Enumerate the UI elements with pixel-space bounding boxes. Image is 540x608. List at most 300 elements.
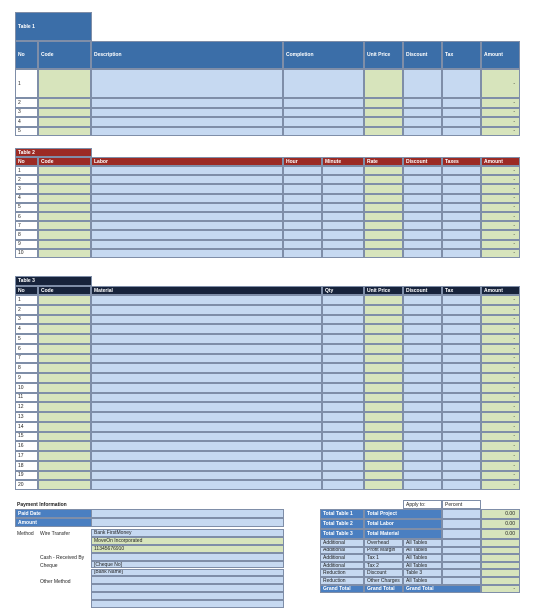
table2-input-cell[interactable] — [91, 240, 283, 249]
table3-input-cell[interactable] — [403, 432, 442, 442]
table3-input-cell[interactable] — [364, 441, 403, 451]
payment-detail-field[interactable] — [91, 553, 284, 561]
payment-title: Payment Information — [17, 501, 67, 508]
table3-amount-cell: - — [481, 480, 520, 490]
table3-input-cell[interactable] — [364, 373, 403, 383]
amount-label: Amount — [15, 518, 92, 527]
table3-input-cell[interactable] — [364, 344, 403, 354]
table2-input-cell[interactable] — [364, 184, 403, 193]
table3-input-cell[interactable] — [322, 451, 364, 461]
table3-input-cell[interactable] — [442, 402, 481, 412]
table2-input-cell[interactable] — [91, 166, 283, 175]
table2-input-cell[interactable] — [442, 249, 481, 258]
paid-date-input[interactable] — [91, 509, 284, 518]
table2-input-cell[interactable] — [283, 194, 322, 203]
table3-row-no: 15 — [15, 432, 38, 442]
adjust-type: Additional — [320, 554, 364, 562]
table2-input-cell[interactable] — [322, 212, 364, 221]
table2-input-cell[interactable] — [283, 184, 322, 193]
table3-input-cell[interactable] — [442, 461, 481, 471]
table3-input-cell[interactable] — [322, 471, 364, 481]
table3-input-cell[interactable] — [38, 441, 91, 451]
table3-input-cell[interactable] — [91, 412, 322, 422]
table2-input-cell[interactable] — [322, 249, 364, 258]
table2-amount-cell: - — [481, 221, 520, 230]
table2-input-cell[interactable] — [91, 175, 283, 184]
table2-input-cell[interactable] — [283, 249, 322, 258]
table2-input-cell[interactable] — [442, 184, 481, 193]
table3-input-cell[interactable] — [91, 354, 322, 364]
other-method-label: Other Method — [40, 578, 71, 585]
table2-input-cell[interactable] — [442, 166, 481, 175]
table3-input-cell[interactable] — [364, 363, 403, 373]
table3-row-no: 11 — [15, 393, 38, 403]
table1-input-cell[interactable] — [442, 117, 481, 127]
table2-input-cell[interactable] — [283, 230, 322, 239]
table3-input-cell[interactable] — [364, 383, 403, 393]
table1-input-cell[interactable] — [283, 127, 364, 137]
table3-input-cell[interactable] — [442, 383, 481, 393]
table2-input-cell[interactable] — [364, 230, 403, 239]
table3-input-cell[interactable] — [442, 344, 481, 354]
total-value: 0.00 — [481, 529, 520, 539]
table3-input-cell[interactable] — [442, 334, 481, 344]
table2-input-cell[interactable] — [38, 249, 91, 258]
table3-input-cell[interactable] — [91, 471, 322, 481]
table3-input-cell[interactable] — [403, 480, 442, 490]
table2-input-cell[interactable] — [38, 166, 91, 175]
table3-input-cell[interactable] — [38, 393, 91, 403]
adjust-scope[interactable]: All Tables — [403, 577, 442, 585]
table3-input-cell[interactable] — [364, 354, 403, 364]
cheque-label: Cheque — [40, 562, 58, 569]
table2-amount-cell: - — [481, 230, 520, 239]
adjust-type: Reduction — [320, 577, 364, 585]
table3-input-cell[interactable] — [442, 412, 481, 422]
table2-input-cell[interactable] — [91, 194, 283, 203]
table3-input-cell[interactable] — [442, 363, 481, 373]
table2-col-header: Minute — [322, 157, 364, 166]
table3-input-cell[interactable] — [364, 412, 403, 422]
table2-input-cell[interactable] — [442, 194, 481, 203]
table2-input-cell[interactable] — [91, 212, 283, 221]
table3-input-cell[interactable] — [403, 412, 442, 422]
table1-input-cell[interactable] — [38, 117, 91, 127]
table1-row-no: 1 — [15, 69, 38, 98]
table1-input-cell[interactable] — [91, 108, 283, 118]
table3-input-cell[interactable] — [403, 441, 442, 451]
table2-amount-cell: - — [481, 249, 520, 258]
table2-input-cell[interactable] — [403, 166, 442, 175]
payment-detail-field[interactable] — [91, 592, 284, 600]
table1-row-no: 5 — [15, 127, 38, 137]
table3-input-cell[interactable] — [322, 441, 364, 451]
table3-input-cell[interactable] — [442, 422, 481, 432]
table3-input-cell[interactable] — [91, 432, 322, 442]
table3-input-cell[interactable] — [322, 412, 364, 422]
table3-input-cell[interactable] — [403, 324, 442, 334]
table2-col-header: No — [15, 157, 38, 166]
table2-row-no: 10 — [15, 249, 38, 258]
table3-input-cell[interactable] — [322, 354, 364, 364]
total-category-label: Total Labor — [364, 519, 442, 529]
table3-input-cell[interactable] — [91, 393, 322, 403]
table3-col-header: Unit Price — [364, 286, 403, 295]
table2-input-cell[interactable] — [364, 221, 403, 230]
table3-input-cell[interactable] — [91, 295, 322, 305]
table3-input-cell[interactable] — [91, 324, 322, 334]
table2-input-cell[interactable] — [403, 175, 442, 184]
table2-input-cell[interactable] — [364, 212, 403, 221]
adjust-percent[interactable] — [442, 562, 481, 570]
table1-input-cell[interactable] — [403, 98, 442, 108]
table3-input-cell[interactable] — [322, 295, 364, 305]
table1-input-cell[interactable] — [91, 117, 283, 127]
table3-input-cell[interactable] — [442, 305, 481, 315]
table1-amount-cell: - — [481, 69, 520, 98]
table2-input-cell[interactable] — [442, 175, 481, 184]
table2-input-cell[interactable] — [442, 240, 481, 249]
table3-input-cell[interactable] — [322, 305, 364, 315]
table3-input-cell[interactable] — [91, 373, 322, 383]
table3-amount-cell: - — [481, 344, 520, 354]
table3-input-cell[interactable] — [403, 461, 442, 471]
table3-input-cell[interactable] — [442, 295, 481, 305]
table3-input-cell[interactable] — [91, 441, 322, 451]
table3-input-cell[interactable] — [38, 363, 91, 373]
table3-input-cell[interactable] — [403, 451, 442, 461]
adjust-scope[interactable]: Table 3 — [403, 569, 442, 577]
table1-input-cell[interactable] — [403, 69, 442, 98]
table3-input-cell[interactable] — [403, 334, 442, 344]
table3-input-cell[interactable] — [364, 295, 403, 305]
table3-input-cell[interactable] — [38, 295, 91, 305]
table3-input-cell[interactable] — [322, 383, 364, 393]
adjust-percent[interactable] — [442, 577, 481, 585]
table3-input-cell[interactable] — [322, 402, 364, 412]
table3-input-cell[interactable] — [38, 354, 91, 364]
table2-input-cell[interactable] — [322, 240, 364, 249]
table3-input-cell[interactable] — [322, 422, 364, 432]
table3-input-cell[interactable] — [322, 324, 364, 334]
table2-input-cell[interactable] — [91, 221, 283, 230]
table2-input-cell[interactable] — [322, 166, 364, 175]
table3-input-cell[interactable] — [403, 363, 442, 373]
table3-input-cell[interactable] — [38, 324, 91, 334]
table3-input-cell[interactable] — [403, 422, 442, 432]
table3-input-cell[interactable] — [442, 441, 481, 451]
table1-input-cell[interactable] — [364, 69, 403, 98]
table3-row-no: 10 — [15, 383, 38, 393]
table1-amount-cell: - — [481, 117, 520, 127]
adjust-percent[interactable] — [442, 539, 481, 547]
table3-input-cell[interactable] — [38, 334, 91, 344]
table2-input-cell[interactable] — [91, 230, 283, 239]
table3-input-cell[interactable] — [322, 461, 364, 471]
table3-row-no: 17 — [15, 451, 38, 461]
adjust-name: Tax 1 — [364, 554, 403, 562]
table2-input-cell[interactable] — [38, 240, 91, 249]
table2-input-cell[interactable] — [403, 221, 442, 230]
amount-input[interactable] — [91, 518, 284, 527]
table3-input-cell[interactable] — [442, 480, 481, 490]
table2-row-no: 4 — [15, 194, 38, 203]
table2-input-cell[interactable] — [403, 249, 442, 258]
table1-input-cell[interactable] — [403, 117, 442, 127]
table3-input-cell[interactable] — [403, 315, 442, 325]
table1-input-cell[interactable] — [283, 98, 364, 108]
table3-input-cell[interactable] — [38, 373, 91, 383]
table3-input-cell[interactable] — [38, 422, 91, 432]
grand-total-label: Grand Total — [320, 585, 364, 593]
adjust-scope[interactable]: All Tables — [403, 539, 442, 547]
table2-input-cell[interactable] — [403, 230, 442, 239]
table2-input-cell[interactable] — [442, 203, 481, 212]
table3-input-cell[interactable] — [442, 324, 481, 334]
table1-input-cell[interactable] — [38, 108, 91, 118]
table3-input-cell[interactable] — [403, 344, 442, 354]
adjust-scope[interactable]: All Tables — [403, 547, 442, 555]
adjust-scope[interactable]: All Tables — [403, 562, 442, 570]
table2-input-cell[interactable] — [322, 203, 364, 212]
table3-input-cell[interactable] — [38, 402, 91, 412]
adjust-percent[interactable] — [442, 554, 481, 562]
table2-row-no: 8 — [15, 230, 38, 239]
table2-input-cell[interactable] — [322, 230, 364, 239]
payment-detail-field[interactable] — [91, 576, 284, 584]
table3-amount-cell: - — [481, 402, 520, 412]
payment-detail-field[interactable]: Bank FirstMoney — [91, 529, 284, 537]
table3-input-cell[interactable] — [91, 451, 322, 461]
table1-amount-cell: - — [481, 127, 520, 137]
table3-input-cell[interactable] — [91, 402, 322, 412]
table1-input-cell[interactable] — [442, 127, 481, 137]
table3-input-cell[interactable] — [403, 354, 442, 364]
table3-input-cell[interactable] — [38, 305, 91, 315]
table3-input-cell[interactable] — [322, 480, 364, 490]
table3-input-cell[interactable] — [91, 480, 322, 490]
table1-input-cell[interactable] — [442, 98, 481, 108]
table3-input-cell[interactable] — [364, 305, 403, 315]
table3-input-cell[interactable] — [38, 471, 91, 481]
table3-input-cell[interactable] — [364, 324, 403, 334]
table3-input-cell[interactable] — [364, 461, 403, 471]
adjust-name: Tax 2 — [364, 562, 403, 570]
apply-to-label: Apply to: — [403, 500, 442, 509]
table1-input-cell[interactable] — [403, 108, 442, 118]
table2-input-cell[interactable] — [283, 175, 322, 184]
table3-input-cell[interactable] — [403, 373, 442, 383]
table3-input-cell[interactable] — [442, 393, 481, 403]
table2-input-cell[interactable] — [38, 212, 91, 221]
table2-input-cell[interactable] — [442, 221, 481, 230]
table3-input-cell[interactable] — [403, 295, 442, 305]
table3-input-cell[interactable] — [442, 432, 481, 442]
table1-input-cell[interactable] — [364, 98, 403, 108]
table1-input-cell[interactable] — [364, 127, 403, 137]
table3-input-cell[interactable] — [364, 422, 403, 432]
table1-input-cell[interactable] — [283, 108, 364, 118]
table3-amount-cell: - — [481, 422, 520, 432]
table2-input-cell[interactable] — [322, 221, 364, 230]
table3-input-cell[interactable] — [91, 334, 322, 344]
total-spacer — [442, 519, 481, 529]
table1-input-cell[interactable] — [364, 117, 403, 127]
table3-input-cell[interactable] — [442, 471, 481, 481]
payment-detail-field[interactable]: [Bank Name] — [91, 569, 284, 577]
table3-input-cell[interactable] — [442, 315, 481, 325]
table2-input-cell[interactable] — [322, 175, 364, 184]
table3-input-cell[interactable] — [91, 422, 322, 432]
table1-input-cell[interactable] — [91, 69, 283, 98]
table1-input-cell[interactable] — [442, 69, 481, 98]
table2-input-cell[interactable] — [283, 240, 322, 249]
payment-detail-field[interactable]: [Cheque No] — [91, 561, 284, 569]
table2-input-cell[interactable] — [364, 194, 403, 203]
table1-input-cell[interactable] — [283, 69, 364, 98]
table3-input-cell[interactable] — [91, 383, 322, 393]
table1-row-no: 4 — [15, 117, 38, 127]
table2-input-cell[interactable] — [322, 194, 364, 203]
total-value: 0.00 — [481, 519, 520, 529]
table3-input-cell[interactable] — [91, 363, 322, 373]
table2-input-cell[interactable] — [364, 175, 403, 184]
table2-input-cell[interactable] — [38, 175, 91, 184]
table1-input-cell[interactable] — [91, 98, 283, 108]
table2-input-cell[interactable] — [283, 166, 322, 175]
table3-input-cell[interactable] — [403, 305, 442, 315]
table1-input-cell[interactable] — [283, 117, 364, 127]
table3-input-cell[interactable] — [403, 383, 442, 393]
table1-input-cell[interactable] — [403, 127, 442, 137]
table3-input-cell[interactable] — [442, 354, 481, 364]
adjust-name: Overhead — [364, 539, 403, 547]
table1-col-header: Discount — [403, 41, 442, 69]
adjust-scope[interactable]: All Tables — [403, 554, 442, 562]
table2-input-cell[interactable] — [322, 184, 364, 193]
table3-input-cell[interactable] — [322, 432, 364, 442]
table3-input-cell[interactable] — [322, 393, 364, 403]
table2-input-cell[interactable] — [403, 203, 442, 212]
table3-input-cell[interactable] — [38, 344, 91, 354]
table3-input-cell[interactable] — [364, 471, 403, 481]
table1-input-cell[interactable] — [364, 108, 403, 118]
table2-input-cell[interactable] — [283, 212, 322, 221]
table3-input-cell[interactable] — [322, 363, 364, 373]
table3-input-cell[interactable] — [322, 373, 364, 383]
table3-input-cell[interactable] — [38, 432, 91, 442]
table1-input-cell[interactable] — [442, 108, 481, 118]
table1-input-cell[interactable] — [38, 69, 91, 98]
payment-detail-field[interactable]: MoveOn Incorporated — [91, 537, 284, 545]
table3-input-cell[interactable] — [364, 393, 403, 403]
table3-input-cell[interactable] — [322, 334, 364, 344]
table2-input-cell[interactable] — [38, 221, 91, 230]
table3-input-cell[interactable] — [38, 412, 91, 422]
table3-input-cell[interactable] — [38, 383, 91, 393]
table2-input-cell[interactable] — [38, 184, 91, 193]
table3-amount-cell: - — [481, 363, 520, 373]
table2-input-cell[interactable] — [91, 249, 283, 258]
table3-input-cell[interactable] — [442, 373, 481, 383]
table2-input-cell[interactable] — [38, 203, 91, 212]
table3-input-cell[interactable] — [364, 334, 403, 344]
table2-input-cell[interactable] — [403, 194, 442, 203]
table2-row-no: 5 — [15, 203, 38, 212]
table2-col-header: Taxes — [442, 157, 481, 166]
adjust-type: Reduction — [320, 569, 364, 577]
table2-col-header: Code — [38, 157, 91, 166]
table3-row-no: 7 — [15, 354, 38, 364]
adjust-percent[interactable] — [442, 547, 481, 555]
table3-input-cell[interactable] — [364, 480, 403, 490]
table3-input-cell[interactable] — [91, 305, 322, 315]
table3-input-cell[interactable] — [322, 315, 364, 325]
payment-detail-field[interactable] — [91, 584, 284, 592]
table2-input-cell[interactable] — [283, 203, 322, 212]
table3-input-cell[interactable] — [38, 451, 91, 461]
table1-input-cell[interactable] — [38, 98, 91, 108]
table3-amount-cell: - — [481, 354, 520, 364]
table2-input-cell[interactable] — [364, 203, 403, 212]
table2-input-cell[interactable] — [364, 249, 403, 258]
table2-input-cell[interactable] — [91, 203, 283, 212]
total-table-label: Total Table 1 — [320, 509, 364, 519]
table3-input-cell[interactable] — [91, 315, 322, 325]
adjust-name: Discount — [364, 569, 403, 577]
table2-input-cell[interactable] — [403, 184, 442, 193]
table3-input-cell[interactable] — [364, 315, 403, 325]
table1-input-cell[interactable] — [91, 127, 283, 137]
table3-tab: Table 3 — [15, 276, 92, 286]
table2-input-cell[interactable] — [38, 230, 91, 239]
table2-amount-cell: - — [481, 175, 520, 184]
table3-row-no: 20 — [15, 480, 38, 490]
table3-input-cell[interactable] — [38, 461, 91, 471]
table3-input-cell[interactable] — [38, 315, 91, 325]
table3-input-cell[interactable] — [38, 480, 91, 490]
table2-row-no: 1 — [15, 166, 38, 175]
table2-input-cell[interactable] — [364, 240, 403, 249]
table2-input-cell[interactable] — [283, 221, 322, 230]
table2-input-cell[interactable] — [364, 166, 403, 175]
table2-input-cell[interactable] — [442, 230, 481, 239]
table2-col-header: Rate — [364, 157, 403, 166]
table1-input-cell[interactable] — [38, 127, 91, 137]
table2-input-cell[interactable] — [403, 212, 442, 221]
table3-input-cell[interactable] — [364, 402, 403, 412]
table3-input-cell[interactable] — [91, 344, 322, 354]
table2-input-cell[interactable] — [442, 212, 481, 221]
table2-input-cell[interactable] — [38, 194, 91, 203]
table3-input-cell[interactable] — [322, 344, 364, 354]
table3-input-cell[interactable] — [403, 402, 442, 412]
table3-input-cell[interactable] — [364, 451, 403, 461]
payment-detail-field[interactable]: 11345676910 — [91, 545, 284, 553]
table3-row-no: 12 — [15, 402, 38, 412]
table3-input-cell[interactable] — [403, 393, 442, 403]
table3-input-cell[interactable] — [91, 461, 322, 471]
table3-row-no: 9 — [15, 373, 38, 383]
table3-input-cell[interactable] — [364, 432, 403, 442]
table2-input-cell[interactable] — [403, 240, 442, 249]
adjust-amount — [481, 569, 520, 577]
table2-input-cell[interactable] — [91, 184, 283, 193]
adjust-percent[interactable] — [442, 569, 481, 577]
cash-received-label: Cash - Received By — [40, 554, 85, 561]
table3-input-cell[interactable] — [403, 471, 442, 481]
table3-input-cell[interactable] — [442, 451, 481, 461]
